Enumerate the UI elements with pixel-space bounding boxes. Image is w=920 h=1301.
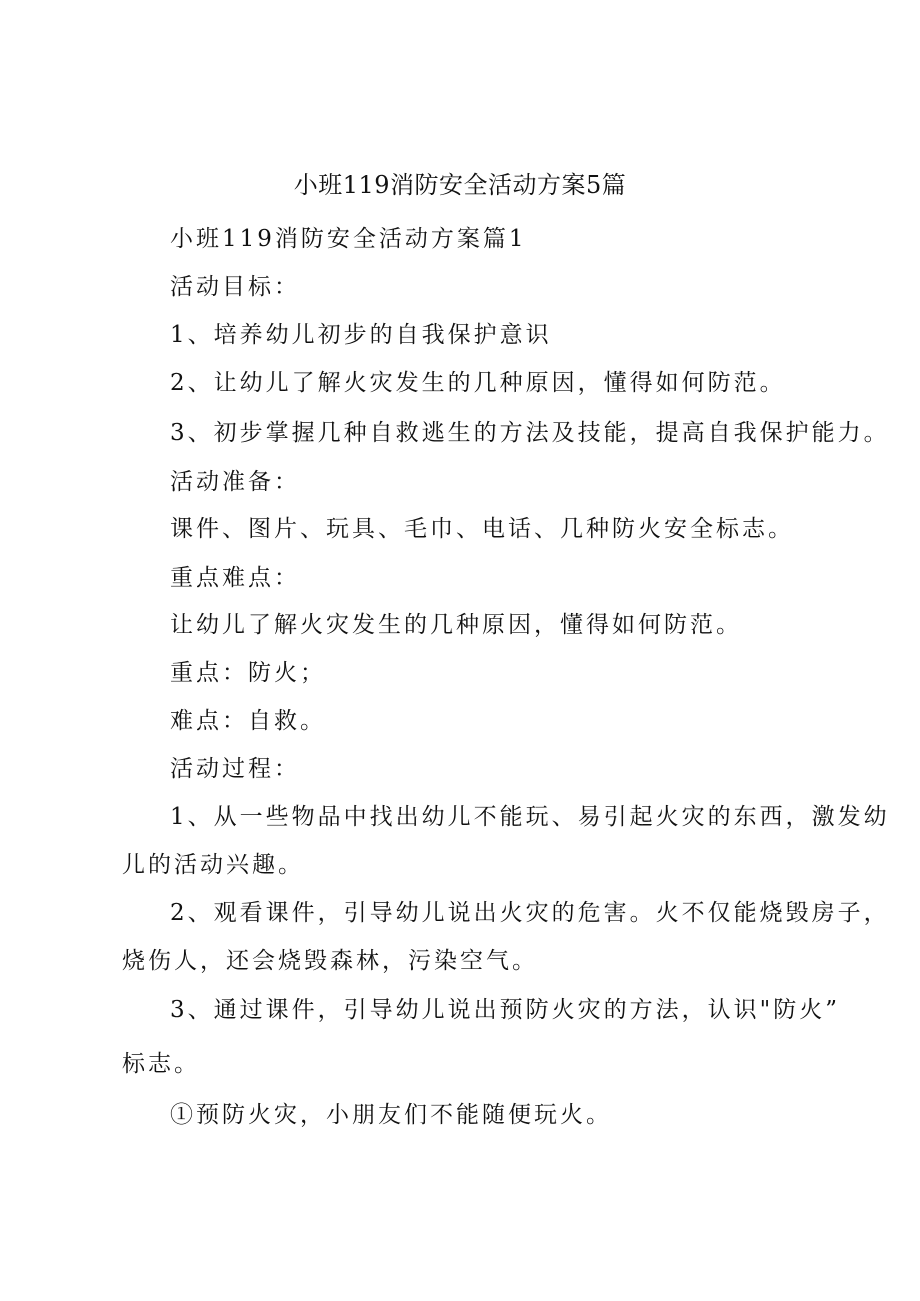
document-title: 小班119消防安全活动方案5篇 [293,171,627,199]
paragraph-line: 重点难点： [170,565,300,591]
paragraph-line: 活动目标： [170,274,300,300]
paragraph-line: 儿的活动兴趣。 [122,852,304,878]
paragraph-line: 活动过程： [170,756,300,782]
paragraph-line: 难点：自救。 [170,708,326,734]
paragraph-line: 让幼儿了解火灾发生的几种原因，懂得如何防范。 [170,612,742,638]
paragraph-line: 课件、图片、玩具、毛巾、电话、几种防火安全标志。 [170,516,794,542]
section-heading: 小班119消防安全活动方案篇1 [170,226,527,252]
paragraph-line: 1、从一些物品中找出幼儿不能玩、易引起火灾的东西，激发幼 [170,804,890,830]
paragraph-line: 2、观看课件，引导幼儿说出火灾的危害。火不仅能烧毁房子， [170,900,890,926]
paragraph-line: 3、通过课件，引导幼儿说出预防火灾的方法，认识"防火” [170,997,840,1023]
paragraph-line: 3、初步掌握几种自救逃生的方法及技能，提高自我保护能力。 [170,420,890,446]
paragraph-line: ①预防火灾，小朋友们不能随便玩火。 [170,1102,612,1128]
paragraph-line: 重点：防火； [170,660,326,686]
paragraph-line: 标志。 [122,1051,200,1077]
paragraph-line: 活动准备： [170,469,300,495]
paragraph-line: 烧伤人，还会烧毁森林，污染空气。 [122,948,538,974]
paragraph-line: 1、培养幼儿初步的自我保护意识 [170,322,552,348]
paragraph-line: 2、让幼儿了解火灾发生的几种原因，懂得如何防范。 [170,370,786,396]
